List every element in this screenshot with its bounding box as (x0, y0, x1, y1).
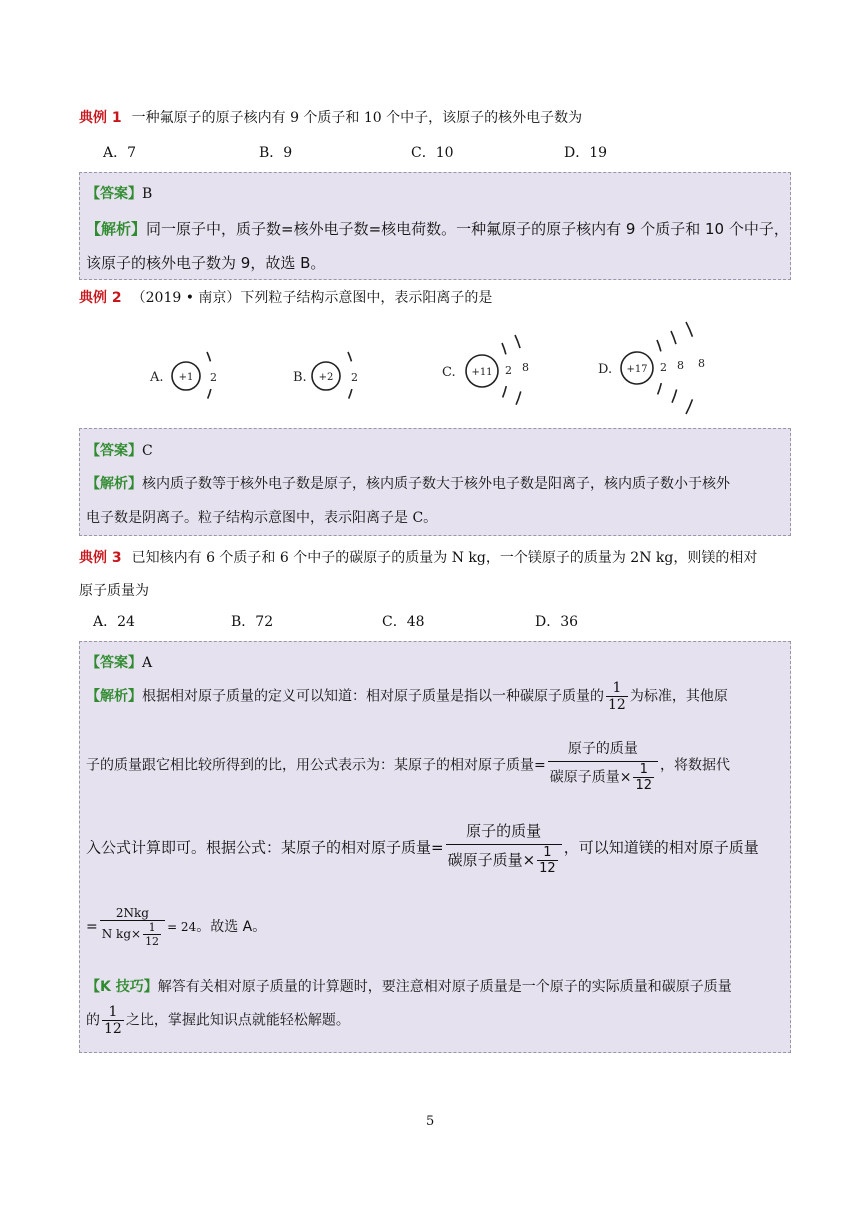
particle-structure-diagrams (140, 318, 740, 418)
example3-tip-tag: 【K 技巧】 (86, 979, 158, 995)
example1-option-d: D．19 (564, 145, 608, 161)
example1-answer (86, 183, 152, 203)
example3-answer-tag: 【答案】 (86, 655, 142, 671)
diagram-a (149, 352, 217, 400)
example2-answer (86, 440, 153, 460)
example3-answer-value: A (142, 655, 153, 671)
example2-analysis-line1: 【解析】核内质子数等于核外电子数是原子，核内质子数大于核外电子数是阳离子，核内质子数小于核外 (86, 476, 730, 492)
diagram-b-shell1: 2 (351, 371, 358, 384)
example3-tip-line2: 的 $\frac{1}{12}$ 之比，掌握此知识点就能轻松解题。 (86, 1004, 350, 1037)
one-twelfth-fraction-tip: $\frac{1}{12}$ (104, 1004, 122, 1037)
diagram-c (442, 335, 529, 407)
example3-answer-box (79, 641, 791, 1053)
example2-analysis-tag: 【解析】 (86, 476, 142, 492)
diagram-a-letter: A. (150, 370, 164, 385)
page-number: 5 (426, 1114, 435, 1129)
example1-answer-tag: 【答案】 (86, 186, 142, 202)
example3-analysis-p1: 【解析】根据相对原子质量的定义可以知道：相对原子质量是指以一种碳原子质量的 $\frac{1}{12}$ 为标准，其他原 (86, 680, 728, 713)
diagram-d-shell2: 8 (677, 359, 684, 372)
example3-option-d: D．36 (535, 614, 579, 630)
example1-answer-box (79, 172, 791, 280)
diagram-c-shell2: 8 (522, 361, 529, 374)
example2-answer-tag: 【答案】 (86, 443, 142, 459)
example3-option-a: A．24 (93, 614, 135, 630)
example3-option-b: B．72 (231, 614, 274, 630)
example3-analysis-p3: 入公式计算即可。根据公式：某原子的相对原子质量= 原子的质量 碳原子质量× $\frac{1}{12}$ ，可以知道镁的相对原子质量 (86, 822, 759, 876)
diagram-d (598, 322, 705, 414)
example3-option-c: C．48 (382, 614, 425, 630)
example1-option-a: A．7 (103, 145, 137, 161)
example1-question-text: 一种氟原子的原子核内有 9 个质子和 10 个中子，该原子的核外电子数为 (131, 110, 583, 126)
example3-answer (86, 652, 152, 672)
diagram-c-nucleus: +11 (471, 367, 493, 378)
example2-question-text: （2019 • 南京）下列粒子结构示意图中，表示阳离子的是 (131, 290, 493, 306)
relative-mass-formula-2: 原子的质量 碳原子质量× $\frac{1}{12}$ (446, 820, 562, 876)
example2-answer-value: C (142, 443, 153, 459)
diagram-a-shell1: 2 (210, 371, 217, 384)
diagram-d-nucleus: +17 (626, 364, 648, 375)
diagram-b-nucleus: +2 (318, 372, 334, 383)
example2-answer-box (79, 428, 791, 536)
example3-tip-line1: 【K 技巧】解答有关相对原子质量的计算题时，要注意相对原子质量是一个原子的实际质量和碳原子质量 (86, 979, 732, 995)
example3-calculation: = 2Nkg N kg× $\frac{1}{12}$ = 24。故选 A。 (86, 906, 267, 948)
example1-analysis-tag: 【解析】 (86, 220, 147, 238)
diagram-b (293, 352, 358, 400)
example3-question-line1: 典例 3 已知核内有 6 个质子和 6 个中子的碳原子的质量为 N kg，一个镁原子的质量为 2N kg，则镁的相对 (79, 550, 758, 566)
example1-analysis-line2: 该原子的核外电子数为 9，故选 B。 (86, 254, 326, 272)
diagram-b-letter: B. (293, 370, 307, 385)
example3-analysis-p2: 子的质量跟它相比较所得到的比，用公式表示为：某原子的相对原子质量= 原子的质量 碳原子质量× $\frac{1}{12}$ ，将数据代 (86, 738, 730, 793)
diagram-d-shell3: 8 (698, 357, 705, 370)
diagram-c-shell1: 2 (505, 364, 512, 377)
example2-label: 典例 2 (79, 290, 122, 306)
example1-option-c: C．10 (411, 145, 454, 161)
diagram-d-shell1: 2 (660, 361, 667, 374)
diagram-a-nucleus: +1 (178, 372, 194, 383)
example1-label: 典例 1 (79, 110, 122, 126)
example1-analysis-line1: 【解析】同一原子中，质子数=核外电子数=核电荷数。一种氟原子的原子核内有 9 个质子和 10 个中子， (86, 220, 789, 238)
example2-analysis-line2: 电子数是阴离子。粒子结构示意图中，表示阳离子是 C。 (86, 510, 438, 526)
example3-label: 典例 3 (79, 550, 122, 566)
example3-question-line2: 原子质量为 (79, 583, 149, 599)
relative-mass-formula: 原子的质量 碳原子质量× $\frac{1}{12}$ (548, 738, 658, 793)
example1-answer-value: B (142, 186, 153, 202)
diagram-d-letter: D. (598, 362, 613, 377)
example3-analysis-tag: 【解析】 (86, 688, 142, 705)
example2-question (79, 287, 492, 309)
magnesium-calc-fraction: 2Nkg N kg× $\frac{1}{12}$ (100, 906, 165, 948)
example1-question (79, 107, 582, 129)
diagram-c-letter: C. (442, 365, 456, 380)
example1-option-b: B．9 (259, 145, 293, 161)
one-twelfth-fraction: $\frac{1}{12}$ (608, 680, 626, 713)
